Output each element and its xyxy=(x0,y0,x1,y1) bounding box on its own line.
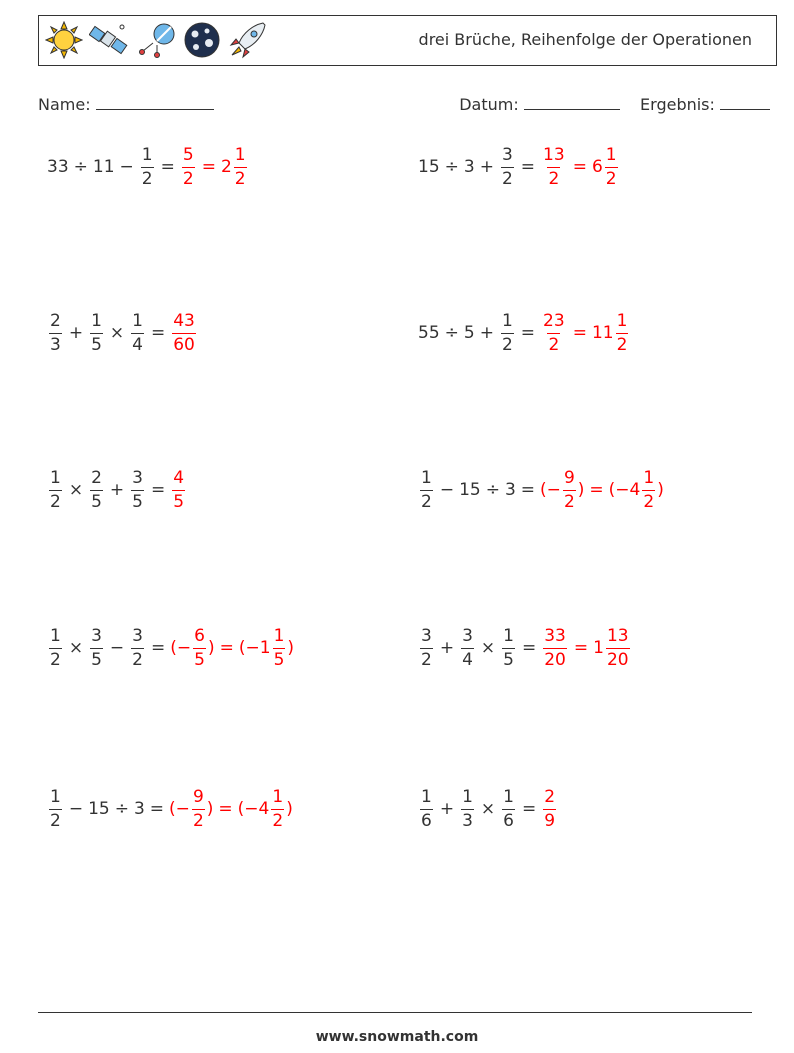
answer-operator: = xyxy=(218,799,233,819)
mixed-fraction xyxy=(616,310,629,355)
expr-operator: − xyxy=(68,799,84,819)
expr-number: 33 xyxy=(47,157,69,177)
fraction-denominator: 5 xyxy=(503,649,514,670)
expr-fraction xyxy=(49,467,62,512)
problem-5 xyxy=(47,468,187,512)
answer-fraction xyxy=(542,144,566,189)
fraction-denominator: 5 xyxy=(132,491,143,512)
answer-paren: ) xyxy=(207,638,215,658)
expr-number: 3 xyxy=(133,799,145,819)
worksheet-title: drei Brüche, Reihenfolge der Operationen xyxy=(418,30,752,49)
expr-operator: ÷ xyxy=(73,157,88,177)
footer-url: www.snowmath.com xyxy=(315,1029,479,1045)
expr-fraction xyxy=(49,310,62,355)
answer-fraction xyxy=(193,625,206,670)
expr-fraction xyxy=(501,144,514,189)
mixed-whole: 11 xyxy=(591,323,614,343)
expr-operator: = xyxy=(160,157,175,177)
expr-number: 5 xyxy=(463,323,475,343)
expr-operator: × xyxy=(480,638,496,658)
fraction-denominator: 2 xyxy=(563,491,575,512)
fraction-denominator: 3 xyxy=(462,810,473,831)
expr-operator: + xyxy=(439,799,455,819)
fraction-denominator: 2 xyxy=(182,168,194,189)
expr-operator: ÷ xyxy=(114,799,129,819)
mixed-whole: 1 xyxy=(259,638,271,658)
problem-2 xyxy=(418,145,620,189)
expr-operator: + xyxy=(68,323,84,343)
answer-operator: = xyxy=(589,480,604,500)
fraction-numerator: 3 xyxy=(91,625,102,646)
expr-fraction xyxy=(502,786,515,831)
fraction-denominator: 2 xyxy=(141,168,153,189)
expr-fraction xyxy=(131,467,144,512)
fraction-denominator: 20 xyxy=(544,649,566,670)
answer-paren: ) xyxy=(287,638,295,658)
answer-mixed-number xyxy=(593,625,631,670)
result-blank[interactable] xyxy=(720,95,770,110)
expr-number: 11 xyxy=(92,157,115,177)
answer-operator: = xyxy=(201,157,216,177)
fraction-numerator: 1 xyxy=(616,310,628,331)
answer-operator: = xyxy=(572,157,587,177)
date-blank[interactable] xyxy=(524,95,620,110)
fraction-denominator: 2 xyxy=(421,491,432,512)
date-label: Datum: xyxy=(459,95,519,114)
expr-operator: + xyxy=(109,480,125,500)
expr-operator: = xyxy=(150,480,166,500)
answer-mixed-number xyxy=(591,144,620,189)
fraction-denominator: 2 xyxy=(50,810,61,831)
fraction-numerator: 9 xyxy=(563,467,575,488)
answer xyxy=(540,310,630,355)
fraction-denominator: 2 xyxy=(643,491,655,512)
fraction-numerator: 13 xyxy=(543,144,565,165)
answer-operator: = xyxy=(219,638,234,658)
fraction-numerator: 1 xyxy=(643,467,655,488)
fraction-denominator: 6 xyxy=(503,810,514,831)
fraction-denominator: 2 xyxy=(50,491,61,512)
fraction-numerator: 1 xyxy=(273,625,285,646)
fraction-denominator: 2 xyxy=(50,649,61,670)
fraction-numerator: 9 xyxy=(192,786,204,807)
name-field xyxy=(38,95,214,114)
fraction-numerator: 6 xyxy=(194,625,205,646)
name-blank[interactable] xyxy=(96,95,214,110)
expr-operator: + xyxy=(439,638,455,658)
fraction-denominator: 3 xyxy=(50,334,61,355)
fraction-numerator: 1 xyxy=(421,467,432,488)
expr-number: 3 xyxy=(504,480,516,500)
satellite-icon xyxy=(89,21,129,59)
answer-paren: ) xyxy=(286,799,293,819)
result-label: Ergebnis: xyxy=(640,95,715,114)
mixed-whole: 6 xyxy=(591,157,603,177)
mixed-whole: 4 xyxy=(258,799,270,819)
answer xyxy=(540,144,620,189)
answer-mixed-number xyxy=(220,144,249,189)
answer-fraction xyxy=(182,144,195,189)
mixed-fraction xyxy=(606,625,630,670)
answer xyxy=(170,310,198,355)
name-label: Name: xyxy=(38,95,91,114)
expr-number: 15 xyxy=(418,157,440,177)
expr-operator: − xyxy=(109,638,125,658)
answer-fraction xyxy=(543,625,567,670)
problem-8 xyxy=(418,626,632,670)
sun-icon xyxy=(45,21,83,59)
expr-fraction xyxy=(131,310,144,355)
expr-number: 15 xyxy=(459,480,481,500)
fraction-numerator: 4 xyxy=(173,467,185,488)
fraction-denominator: 5 xyxy=(91,491,102,512)
expr-fraction xyxy=(90,467,103,512)
answer-paren: ) xyxy=(206,799,214,819)
mixed-fraction xyxy=(642,467,655,512)
problem-9 xyxy=(47,787,293,831)
expr-operator: ÷ xyxy=(444,157,459,177)
answer xyxy=(169,786,293,831)
expr-fraction xyxy=(90,625,103,670)
fraction-denominator: 2 xyxy=(548,334,560,355)
expr-fraction xyxy=(141,144,154,189)
fraction-numerator: 1 xyxy=(91,310,102,331)
fraction-denominator: 5 xyxy=(173,491,185,512)
expr-fraction xyxy=(461,786,474,831)
answer-paren: (− xyxy=(238,638,260,658)
expr-fraction xyxy=(501,310,514,355)
fraction-numerator: 3 xyxy=(132,467,143,488)
expr-number: 15 xyxy=(88,799,110,819)
mixed-fraction xyxy=(234,144,247,189)
fraction-numerator: 3 xyxy=(462,625,473,646)
fraction-denominator: 60 xyxy=(173,334,195,355)
fraction-numerator: 2 xyxy=(544,786,556,807)
fraction-numerator: 1 xyxy=(503,786,514,807)
mixed-fraction xyxy=(605,144,618,189)
fraction-denominator: 2 xyxy=(421,649,432,670)
expr-operator: × xyxy=(480,799,496,819)
space-probe-icon xyxy=(137,21,177,59)
fraction-denominator: 6 xyxy=(421,810,432,831)
fraction-numerator: 23 xyxy=(543,310,565,331)
fraction-numerator: 2 xyxy=(50,310,61,331)
fraction-denominator: 2 xyxy=(132,649,143,670)
answer-paren: (− xyxy=(237,799,259,819)
fraction-denominator: 4 xyxy=(132,334,143,355)
rocket-icon xyxy=(227,21,267,59)
fraction-numerator: 1 xyxy=(234,144,246,165)
fraction-denominator: 2 xyxy=(234,168,246,189)
fraction-numerator: 13 xyxy=(606,625,629,646)
mixed-fraction xyxy=(273,625,286,670)
problem-1 xyxy=(47,145,249,189)
fraction-denominator: 5 xyxy=(91,649,102,670)
fraction-numerator: 33 xyxy=(544,625,566,646)
expr-fraction xyxy=(502,625,515,670)
expr-fraction xyxy=(90,310,103,355)
footer-divider xyxy=(38,1012,752,1013)
fraction-numerator: 1 xyxy=(141,144,153,165)
fraction-denominator: 5 xyxy=(91,334,102,355)
expr-operator: + xyxy=(479,323,494,343)
expr-fraction xyxy=(49,786,62,831)
fraction-denominator: 5 xyxy=(194,649,205,670)
answer xyxy=(541,625,631,670)
answer-fraction xyxy=(192,786,205,831)
answer-paren: (− xyxy=(170,638,192,658)
answer xyxy=(170,467,187,512)
mixed-whole: 2 xyxy=(220,157,232,177)
expr-operator: = xyxy=(150,638,166,658)
expr-operator: × xyxy=(109,323,125,343)
answer-paren: (− xyxy=(540,480,561,500)
answer xyxy=(541,786,558,831)
fraction-numerator: 1 xyxy=(272,786,284,807)
fraction-numerator: 1 xyxy=(132,310,143,331)
fraction-denominator: 2 xyxy=(192,810,204,831)
fraction-denominator: 5 xyxy=(273,649,285,670)
fraction-numerator: 3 xyxy=(132,625,143,646)
answer-fraction xyxy=(172,467,185,512)
expr-operator: = xyxy=(521,638,537,658)
expr-operator: = xyxy=(520,157,536,177)
expr-fraction xyxy=(420,786,433,831)
fraction-numerator: 3 xyxy=(501,144,513,165)
answer-fraction xyxy=(172,310,196,355)
expr-operator: = xyxy=(521,799,537,819)
expr-operator: ÷ xyxy=(444,323,459,343)
expr-fraction xyxy=(461,625,474,670)
problem-6 xyxy=(418,468,664,512)
answer-mixed-number xyxy=(591,310,630,355)
fraction-numerator: 1 xyxy=(503,625,514,646)
fraction-numerator: 1 xyxy=(605,144,617,165)
expr-operator: = xyxy=(149,799,165,819)
expr-fraction xyxy=(420,467,433,512)
answer-paren: ) xyxy=(577,480,585,500)
fraction-numerator: 5 xyxy=(182,144,194,165)
fraction-denominator: 2 xyxy=(605,168,617,189)
problem-7 xyxy=(47,626,294,670)
expr-operator: = xyxy=(150,323,166,343)
answer-fraction xyxy=(542,310,566,355)
mixed-whole: 1 xyxy=(593,638,604,658)
expr-fraction xyxy=(420,625,433,670)
expr-operator: − xyxy=(119,157,134,177)
fraction-denominator: 2 xyxy=(501,334,513,355)
expr-fraction xyxy=(131,625,144,670)
answer-mixed-number xyxy=(258,786,287,831)
fraction-denominator: 2 xyxy=(616,334,628,355)
expr-fraction xyxy=(49,625,62,670)
fraction-numerator: 3 xyxy=(421,625,432,646)
expr-operator: = xyxy=(520,323,536,343)
answer-mixed-number xyxy=(629,467,658,512)
expr-operator: ÷ xyxy=(485,480,500,500)
answer-paren: (− xyxy=(608,480,630,500)
fraction-denominator: 4 xyxy=(462,649,473,670)
problem-10 xyxy=(418,787,558,831)
fraction-denominator: 2 xyxy=(501,168,513,189)
fraction-numerator: 1 xyxy=(421,786,432,807)
expr-number: 55 xyxy=(418,323,440,343)
expr-number: 3 xyxy=(463,157,475,177)
fraction-numerator: 1 xyxy=(501,310,513,331)
expr-operator: + xyxy=(479,157,494,177)
answer xyxy=(170,625,295,670)
answer-operator: = xyxy=(572,323,587,343)
mixed-whole: 4 xyxy=(629,480,641,500)
answer xyxy=(180,144,249,189)
worksheet-header xyxy=(38,15,777,66)
expr-operator: × xyxy=(68,638,84,658)
answer-fraction xyxy=(563,467,576,512)
fraction-numerator: 1 xyxy=(50,467,61,488)
fraction-numerator: 1 xyxy=(50,625,61,646)
fraction-numerator: 1 xyxy=(462,786,473,807)
expr-operator: = xyxy=(520,480,536,500)
answer xyxy=(540,467,664,512)
date-result-fields xyxy=(459,95,770,114)
planet-icon xyxy=(183,21,221,59)
problem-4 xyxy=(418,311,630,355)
expr-operator: × xyxy=(68,480,84,500)
answer-mixed-number xyxy=(259,625,288,670)
answer-operator: = xyxy=(573,638,589,658)
fraction-denominator: 20 xyxy=(606,649,629,670)
fraction-numerator: 43 xyxy=(173,310,195,331)
mixed-fraction xyxy=(271,786,284,831)
fraction-numerator: 1 xyxy=(50,786,61,807)
fraction-denominator: 2 xyxy=(548,168,560,189)
fraction-denominator: 2 xyxy=(272,810,284,831)
answer-paren: ) xyxy=(657,480,664,500)
problem-3 xyxy=(47,311,198,355)
fraction-numerator: 2 xyxy=(91,467,102,488)
fraction-denominator: 9 xyxy=(544,810,556,831)
expr-operator: − xyxy=(439,480,455,500)
answer-paren: (− xyxy=(169,799,190,819)
answer-fraction xyxy=(543,786,556,831)
